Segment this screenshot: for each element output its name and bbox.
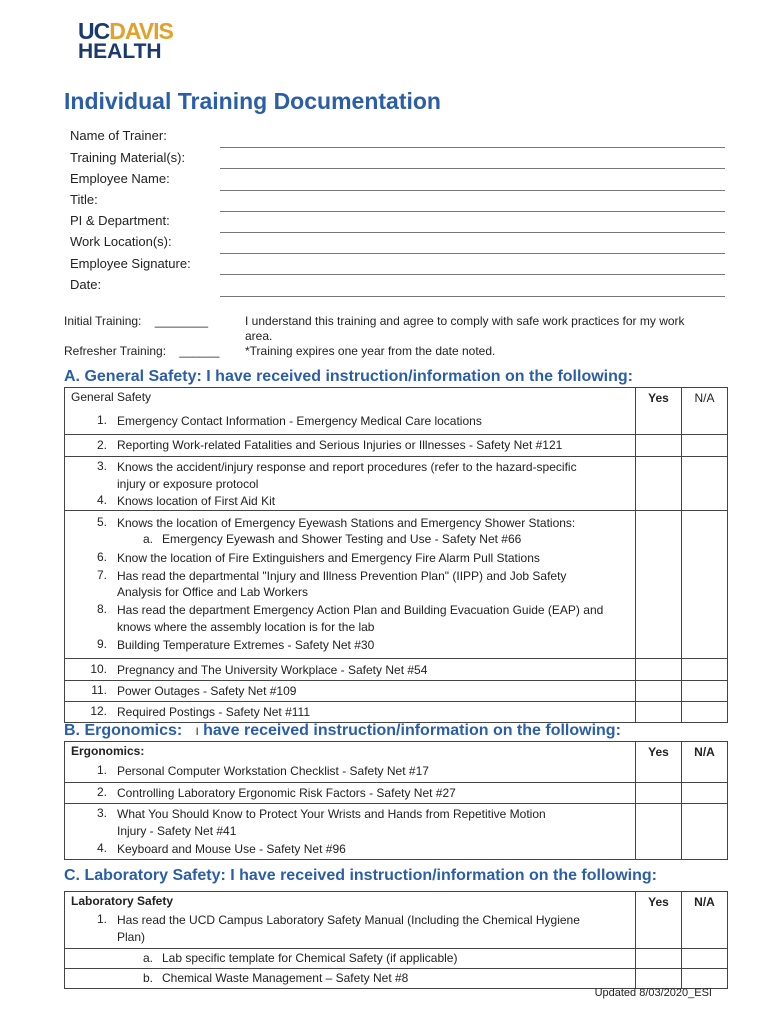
employee-line[interactable] [220, 190, 725, 191]
title-line[interactable] [220, 211, 725, 212]
section-b-header: Ergonomics: [71, 744, 145, 758]
table-row: 11. Power Outages - Safety Net #109 [65, 680, 728, 701]
yes-checkbox[interactable] [636, 912, 682, 949]
yes-checkbox[interactable] [636, 602, 682, 637]
section-a-header: General Safety [71, 390, 152, 404]
table-row: 3. What You Should Know to Protect Your Wrists and Hands from Repetitive Motion Injury - Safety Net #41 [65, 803, 728, 841]
trainer-line[interactable] [220, 147, 725, 148]
table-row: 4. Keyboard and Mouse Use - Safety Net #96 [65, 841, 728, 860]
yes-checkbox[interactable] [636, 493, 682, 511]
field-label-title: Title: [70, 192, 98, 207]
initial-training-label: Initial Training: ________ [64, 314, 209, 328]
table-row: 4. Knows location of First Aid Kit [65, 493, 728, 511]
na-header: N/A [694, 895, 715, 909]
yes-checkbox[interactable] [636, 413, 682, 435]
yes-checkbox[interactable] [636, 510, 682, 550]
na-checkbox[interactable] [682, 803, 728, 841]
na-checkbox[interactable] [682, 763, 728, 783]
date-line[interactable] [220, 296, 725, 297]
section-c-table [64, 891, 728, 989]
field-label-employee: Employee Name: [70, 171, 170, 186]
yes-header: Yes [648, 391, 669, 405]
table-row: 8. Has read the department Emergency Action Plan and Building Evacuation Guide (EAP) and knows where the assembly location is for the lab [65, 602, 728, 637]
section-c-header: Laboratory Safety [71, 894, 174, 908]
yes-checkbox[interactable] [636, 782, 682, 803]
field-label-pi-department: PI & Department: [70, 213, 170, 228]
na-header: N/A [694, 745, 715, 759]
na-checkbox[interactable] [682, 602, 728, 637]
field-label-signature: Employee Signature: [70, 256, 191, 271]
ucdavis-health-logo: UCDAVIS HEALTH [78, 18, 173, 63]
table-row: 3. Knows the accident/injury response and report procedures (refer to the hazard-specific injury or exposure protocol [65, 456, 728, 493]
table-row: 1. Has read the UCD Campus Laboratory Safety Manual (Including the Chemical Hygiene Plan) [65, 912, 728, 949]
section-a-heading: A. General Safety: I have received instruction/information on the following: [64, 368, 633, 385]
na-checkbox[interactable] [682, 456, 728, 493]
material-line[interactable] [220, 168, 725, 169]
na-checkbox[interactable] [682, 658, 728, 680]
na-checkbox[interactable] [682, 567, 728, 602]
na-checkbox[interactable] [682, 510, 728, 550]
table-row: 9. Building Temperature Extremes - Safety Net #30 [65, 637, 728, 659]
agreement-text: I understand this training and agree to comply with safe work practices for my work area. *Training expires one year from the date noted. [245, 314, 685, 358]
table-row: 1. Personal Computer Workstation Checklist - Safety Net #17 [65, 763, 728, 783]
table-row: a. Lab specific template for Chemical Safety (if applicable) [65, 948, 728, 968]
na-checkbox[interactable] [682, 912, 728, 949]
na-checkbox[interactable] [682, 493, 728, 511]
section-b-heading: B. Ergonomics: I have received instruction/information on the following: [64, 722, 621, 739]
yes-checkbox[interactable] [636, 567, 682, 602]
table-row: 7. Has read the departmental "Injury and Illness Prevention Plan" (IIPP) and Job Safety Analysis for Office and Lab Workers [65, 567, 728, 602]
table-row: b. Chemical Waste Management – Safety Net #8 [65, 968, 728, 988]
yes-header: Yes [648, 895, 669, 909]
table-row: 2. Controlling Laboratory Ergonomic Risk Factors - Safety Net #27 [65, 782, 728, 803]
yes-checkbox[interactable] [636, 434, 682, 456]
table-row: 5. Knows the location of Emergency Eyewash Stations and Emergency Shower Stations: a. Emergency Eyewash and Shower Testing and Use - Safety Net #66 [65, 510, 728, 550]
field-label-material: Training Material(s): [70, 150, 186, 165]
na-checkbox[interactable] [682, 948, 728, 968]
field-label-date: Date: [70, 277, 102, 292]
yes-checkbox[interactable] [636, 803, 682, 841]
table-row: 12. Required Postings - Safety Net #111 [65, 701, 728, 722]
field-label-trainer: Name of Trainer: [70, 128, 167, 143]
yes-checkbox[interactable] [636, 841, 682, 860]
na-checkbox[interactable] [682, 413, 728, 435]
na-checkbox[interactable] [682, 434, 728, 456]
location-line[interactable] [220, 253, 725, 254]
yes-checkbox[interactable] [636, 550, 682, 567]
yes-header: Yes [648, 745, 669, 759]
na-checkbox[interactable] [682, 782, 728, 803]
refresher-training-label: Refresher Training: ______ [64, 344, 220, 358]
yes-checkbox[interactable] [636, 456, 682, 493]
table-row: 10. Pregnancy and The University Workplace - Safety Net #54 [65, 658, 728, 680]
yes-checkbox[interactable] [636, 658, 682, 680]
table-row: 1. Emergency Contact Information - Emergency Medical Care locations [65, 413, 728, 435]
table-row: 2. Reporting Work-related Fatalities and Serious Injuries or Illnesses - Safety Net #121 [65, 434, 728, 456]
yes-checkbox[interactable] [636, 637, 682, 659]
na-checkbox[interactable] [682, 550, 728, 567]
na-checkbox[interactable] [682, 680, 728, 701]
section-c-heading: C. Laboratory Safety: I have received instruction/information on the following: [64, 867, 657, 884]
yes-checkbox[interactable] [636, 763, 682, 783]
na-checkbox[interactable] [682, 701, 728, 722]
yes-checkbox[interactable] [636, 701, 682, 722]
yes-checkbox[interactable] [636, 968, 682, 988]
table-row: 6. Know the location of Fire Extinguishers and Emergency Fire Alarm Pull Stations [65, 550, 728, 567]
na-checkbox[interactable] [682, 968, 728, 988]
na-header: N/A [694, 391, 715, 405]
page-title: Individual Training Documentation [64, 88, 441, 114]
yes-checkbox[interactable] [636, 680, 682, 701]
field-label-location: Work Location(s): [70, 234, 172, 249]
na-checkbox[interactable] [682, 637, 728, 659]
na-checkbox[interactable] [682, 841, 728, 860]
yes-checkbox[interactable] [636, 948, 682, 968]
signature-line[interactable] [220, 274, 725, 275]
footer-updated: Updated 8/03/2020_ESI [594, 987, 712, 999]
section-a-table [64, 387, 728, 723]
section-b-table [64, 741, 728, 860]
pi-department-line[interactable] [220, 232, 725, 233]
